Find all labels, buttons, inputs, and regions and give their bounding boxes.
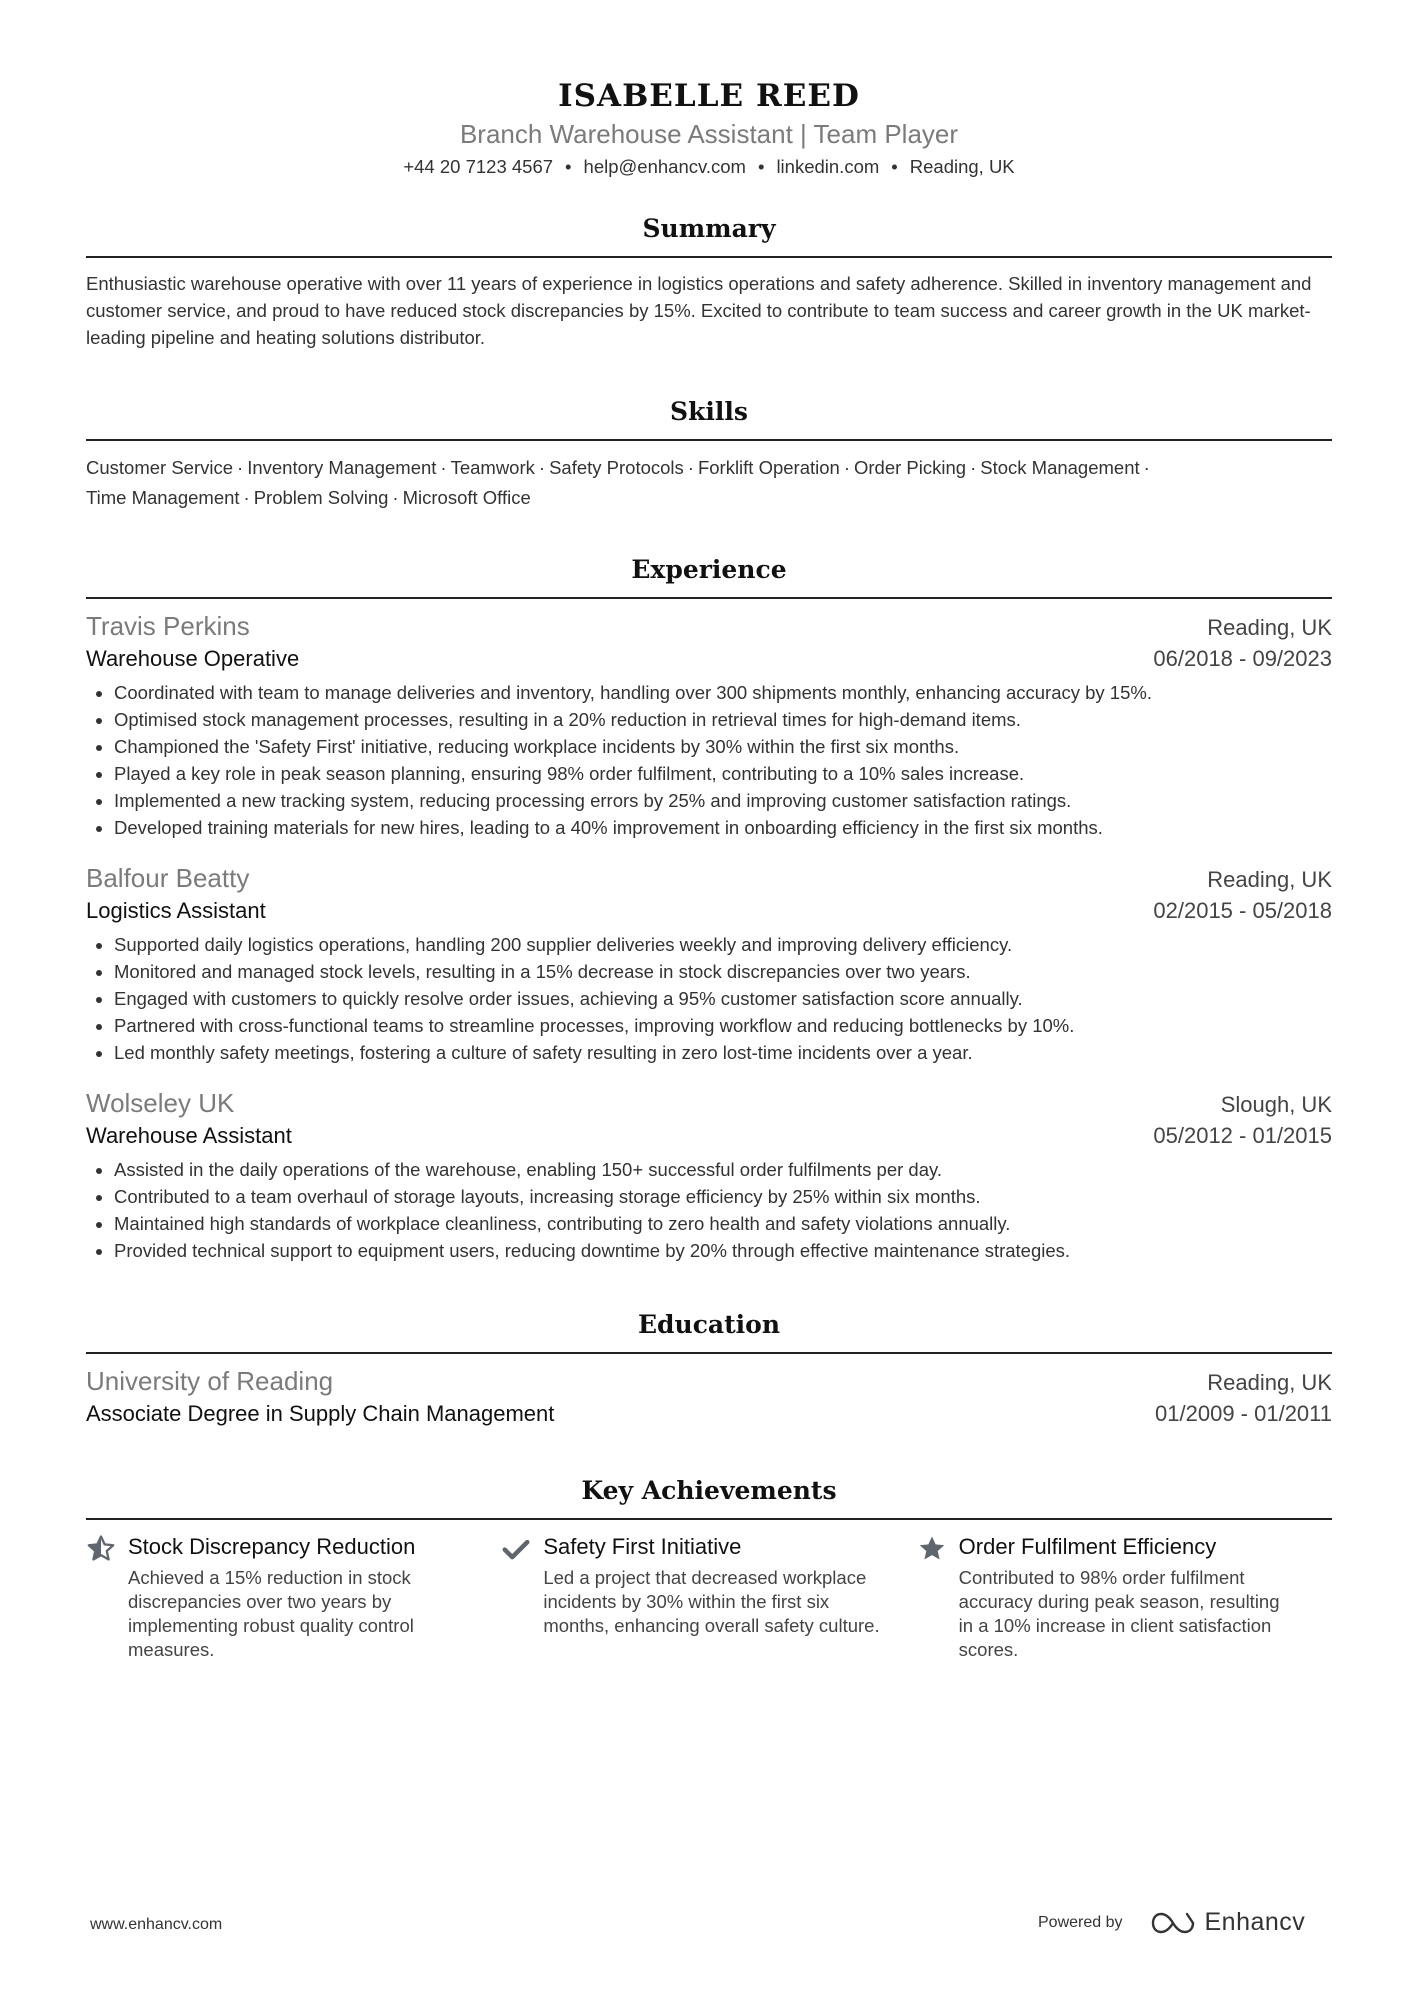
enhancv-logo-icon: [1149, 1910, 1197, 1936]
skills-section: [86, 395, 1332, 513]
job-bullet: • Engaged with customers to quickly resolve order issues, achieving a 95% customer satisfaction score annually.: [114, 985, 1332, 1012]
star-icon: [917, 1532, 959, 1662]
job-bullet: • Maintained high standards of workplace cleanliness, contributing to zero health and safety violations annually.: [114, 1210, 1332, 1237]
job-company: Wolseley UK: [86, 1088, 235, 1118]
job-role: Warehouse Operative: [86, 646, 300, 671]
job-bullet: • Developed training materials for new hires, leading to a 40% improvement in onboarding efficiency in the first six months.: [114, 814, 1332, 841]
job-bullet: • Played a key role in peak season planning, ensuring 98% order fulfilment, contributing to a 10% sales increase.: [114, 760, 1332, 787]
summary-section: [86, 212, 1332, 351]
job-bullet: • Championed the 'Safety First' initiative, reducing workplace incidents by 30% within the first six months.: [114, 733, 1332, 760]
achievements-section: [86, 1474, 1332, 1662]
candidate-name: ISABELLE REED: [558, 78, 860, 114]
job-bullet: • Assisted in the daily operations of the warehouse, enabling 150+ successful order fulfilments per day.: [114, 1156, 1332, 1183]
bullet-separator: •: [757, 156, 765, 177]
job-location: Slough, UK: [1220, 1092, 1332, 1117]
education-section: [86, 1308, 1332, 1430]
experience-heading: Experience: [86, 553, 1332, 599]
job-location: Reading, UK: [1207, 615, 1332, 640]
job-bullet: • Partnered with cross-functional teams to streamline processes, improving workflow and reducing bottlenecks by 10%.: [114, 1012, 1332, 1039]
footer-branding: [1038, 1908, 1305, 1937]
skill-item: Customer Service: [86, 457, 234, 478]
job-location: Reading, UK: [1207, 867, 1332, 892]
education-school: University of Reading: [86, 1366, 334, 1396]
contact-email[interactable]: help@enhancv.com: [583, 156, 746, 177]
bullet-separator: •: [891, 156, 898, 177]
job-bullet: • Implemented a new tracking system, reducing processing errors by 25% and improving customer satisfaction ratings.: [114, 787, 1332, 814]
contact-line: [86, 154, 1332, 180]
job-bullet: • Provided technical support to equipment users, reducing downtime by 20% through effective maintenance strategies.: [114, 1237, 1332, 1264]
achievement-item: [86, 1532, 501, 1662]
job-role: Warehouse Assistant: [86, 1123, 292, 1148]
skill-item: Problem Solving: [253, 487, 389, 508]
achievement-title: Safety First Initiative: [543, 1534, 742, 1559]
checkmark-icon: [501, 1532, 543, 1662]
job-dates: 06/2018 - 09/2023: [1153, 646, 1332, 671]
skills-list: Customer Service · Inventory Management · Teamwork · Safety Protocols · Forklift Operation · Order Picking · Stock Management · Time Management · Problem Solving · Microsoft Office: [86, 457, 1150, 508]
job-entry: [86, 609, 1332, 841]
education-heading: Education: [86, 1308, 1332, 1354]
education-degree: Associate Degree in Supply Chain Management: [86, 1401, 555, 1426]
achievement-title: Stock Discrepancy Reduction: [128, 1534, 416, 1559]
education-entry: [86, 1364, 1332, 1430]
contact-phone[interactable]: +44 20 7123 4567: [403, 156, 554, 177]
candidate-tagline: Branch Warehouse Assistant | Team Player: [459, 119, 959, 149]
job-bullets: [86, 679, 1332, 841]
achievement-item: [917, 1532, 1332, 1662]
experience-section: [86, 553, 1332, 1264]
job-bullet: • Monitored and managed stock levels, resulting in a 15% decrease in stock discrepancies over two years.: [114, 958, 1332, 985]
footer-website[interactable]: www.enhancv.com: [90, 1916, 223, 1933]
job-bullet: • Led monthly safety meetings, fostering a culture of safety resulting in zero lost-time incidents over a year.: [114, 1039, 1332, 1066]
skill-item: Safety Protocols: [549, 457, 684, 478]
achievement-title: Order Fulfilment Efficiency: [958, 1534, 1217, 1559]
skill-item: Order Picking: [854, 457, 967, 478]
skill-item: Inventory Management: [247, 457, 437, 478]
bullet-separator: •: [565, 156, 572, 177]
star-half-icon: [86, 1532, 128, 1662]
skill-item: Stock Management: [980, 457, 1140, 478]
skill-item: Microsoft Office: [402, 487, 531, 508]
job-company: Travis Perkins: [86, 611, 250, 641]
achievements-heading: Key Achievements: [86, 1474, 1332, 1520]
achievement-desc: Contributed to 98% order fulfilment accuracy during peak season, resulting in a 10% increase in client satisfaction scores.: [958, 1567, 1280, 1660]
job-bullets: [86, 931, 1332, 1066]
summary-text: Enthusiastic warehouse operative with over 11 years of experience in logistics operations and safety adherence. Skilled in inventory management and customer service, and proud to have reduced stock discrepancies by 15%. Excited to contribute to team success and career growth in the UK market-leading pipeline and heating solutions distributor.: [86, 273, 1312, 348]
resume-page: [86, 76, 1332, 1662]
education-dates: 01/2009 - 01/2011: [1155, 1401, 1332, 1426]
job-bullet: • Coordinated with team to manage deliveries and inventory, handling over 300 shipments monthly, enhancing accuracy by 15%.: [114, 679, 1332, 706]
brand-logo[interactable]: [1149, 1908, 1306, 1937]
resume-header: [86, 76, 1332, 180]
summary-heading: Summary: [86, 212, 1332, 258]
skill-item: Forklift Operation: [697, 457, 840, 478]
skill-item: Teamwork: [450, 457, 535, 478]
powered-by-label: Powered by: [1038, 1913, 1123, 1931]
skill-item: Time Management: [86, 487, 240, 508]
contact-linkedin[interactable]: linkedin.com: [776, 156, 880, 177]
job-dates: 02/2015 - 05/2018: [1153, 898, 1332, 923]
achievement-desc: Achieved a 15% reduction in stock discrepancies over two years by implementing robust quality control measures.: [128, 1567, 414, 1660]
achievement-item: [501, 1532, 916, 1662]
job-role: Logistics Assistant: [86, 898, 266, 923]
contact-location: Reading, UK: [909, 156, 1015, 177]
education-location: Reading, UK: [1207, 1370, 1332, 1395]
job-bullets: [86, 1156, 1332, 1264]
job-entry: [86, 861, 1332, 1066]
job-entry: [86, 1086, 1332, 1264]
job-bullet: • Optimised stock management processes, resulting in a 20% reduction in retrieval times for high-demand items.: [114, 706, 1332, 733]
job-bullet: • Supported daily logistics operations, handling 200 supplier deliveries weekly and improving delivery efficiency.: [114, 931, 1332, 958]
brand-name: Enhancv: [1204, 1908, 1306, 1936]
job-dates: 05/2012 - 01/2015: [1153, 1123, 1332, 1148]
job-company: Balfour Beatty: [86, 863, 250, 893]
job-bullet: • Contributed to a team overhaul of storage layouts, increasing storage efficiency by 25% within six months.: [114, 1183, 1332, 1210]
achievement-desc: Led a project that decreased workplace incidents by 30% within the first six months, enhancing overall safety culture.: [543, 1567, 880, 1636]
skills-heading: Skills: [86, 395, 1332, 441]
